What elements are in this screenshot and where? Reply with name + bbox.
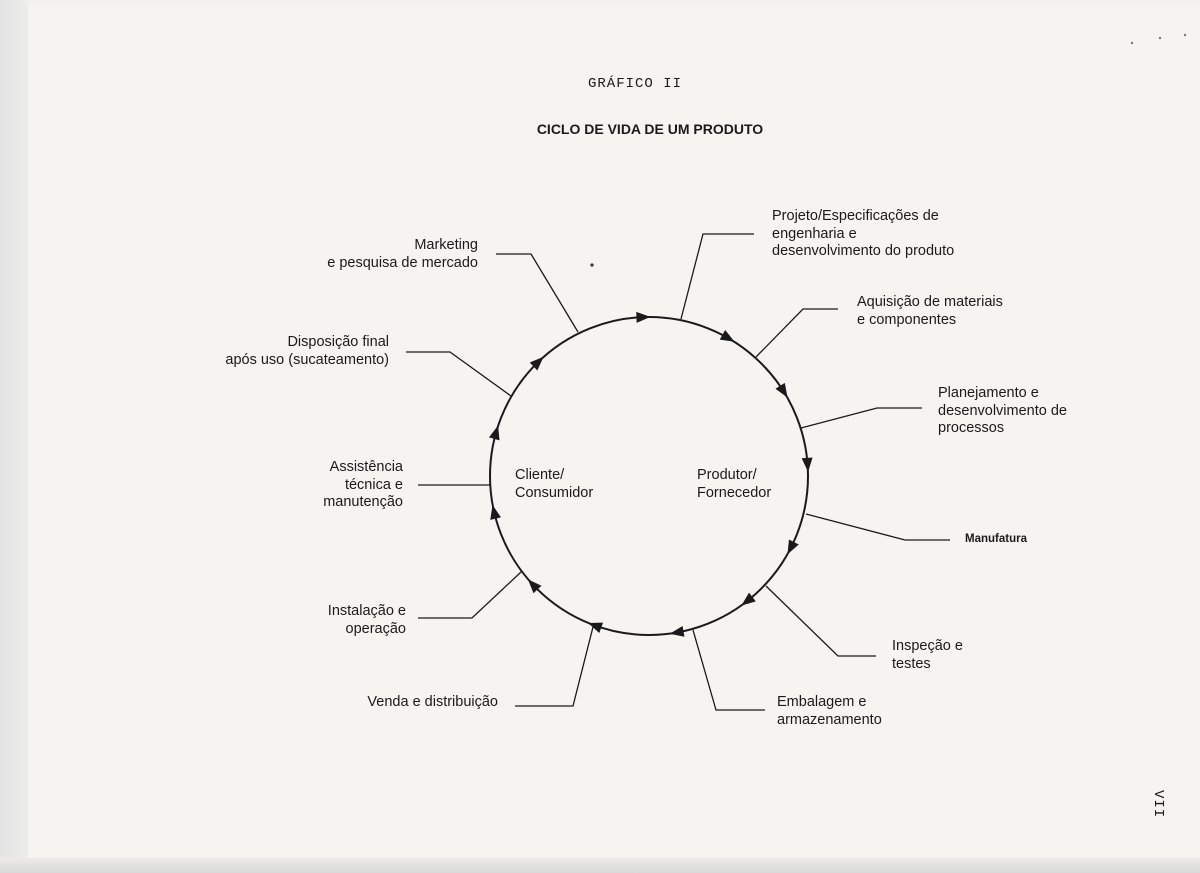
stage-label-projeto: Projeto/Especificações de engenharia e desenvolvimento do produto <box>772 208 955 259</box>
figure-label: GRÁFICO II <box>587 76 682 92</box>
leader-line-planejamento <box>801 408 922 428</box>
cycle-arrowhead <box>670 626 685 637</box>
leader-line-disposicao <box>406 352 511 396</box>
stage-label-manufatura: Manufatura <box>965 533 1027 545</box>
leader-line-inspecao <box>766 586 876 656</box>
stage-label-inspecao: Inspeção e testes <box>892 638 963 672</box>
cycle-arrowhead <box>490 505 501 520</box>
page-number: VII <box>1150 790 1166 819</box>
leader-line-projeto <box>681 234 754 319</box>
page-title: CICLO DE VIDA DE UM PRODUTO <box>536 121 764 137</box>
cycle-arrowhead <box>720 330 735 342</box>
cycle-arrowhead <box>787 539 798 554</box>
cycle-arrowhead <box>775 383 787 398</box>
cycle-arrowhead <box>588 623 603 633</box>
leader-line-embalagem <box>693 630 765 710</box>
stage-label-disposicao: Disposição final após uso (sucateamento) <box>225 334 389 368</box>
cycle-arrowhead <box>636 312 650 323</box>
leader-line-venda <box>515 627 593 706</box>
stage-label-embalagem: Embalagem e armazenamento <box>777 694 882 728</box>
leader-line-manufatura <box>806 514 950 540</box>
stage-label-aquisicao: Aquisição de materiais e componentes <box>857 294 1003 328</box>
cycle-arrowhead <box>489 425 500 440</box>
stage-label-planejamento: Planejamento e desenvolvimento de processos <box>938 385 1067 436</box>
leader-line-marketing <box>496 254 578 332</box>
stage-label-instalacao: Instalação e operação <box>327 603 406 637</box>
leader-line-aquisicao <box>756 309 838 357</box>
producer-supplier-label: Produtor/ Fornecedor <box>697 467 772 501</box>
stage-label-venda: Venda e distribuição <box>367 694 498 710</box>
client-consumer-label: Cliente/ Consumidor <box>515 467 594 501</box>
stage-label-assistencia: Assistência técnica e manutenção <box>323 459 403 510</box>
leader-line-instalacao <box>418 572 521 618</box>
stage-label-marketing: Marketing e pesquisa de mercado <box>327 237 478 271</box>
